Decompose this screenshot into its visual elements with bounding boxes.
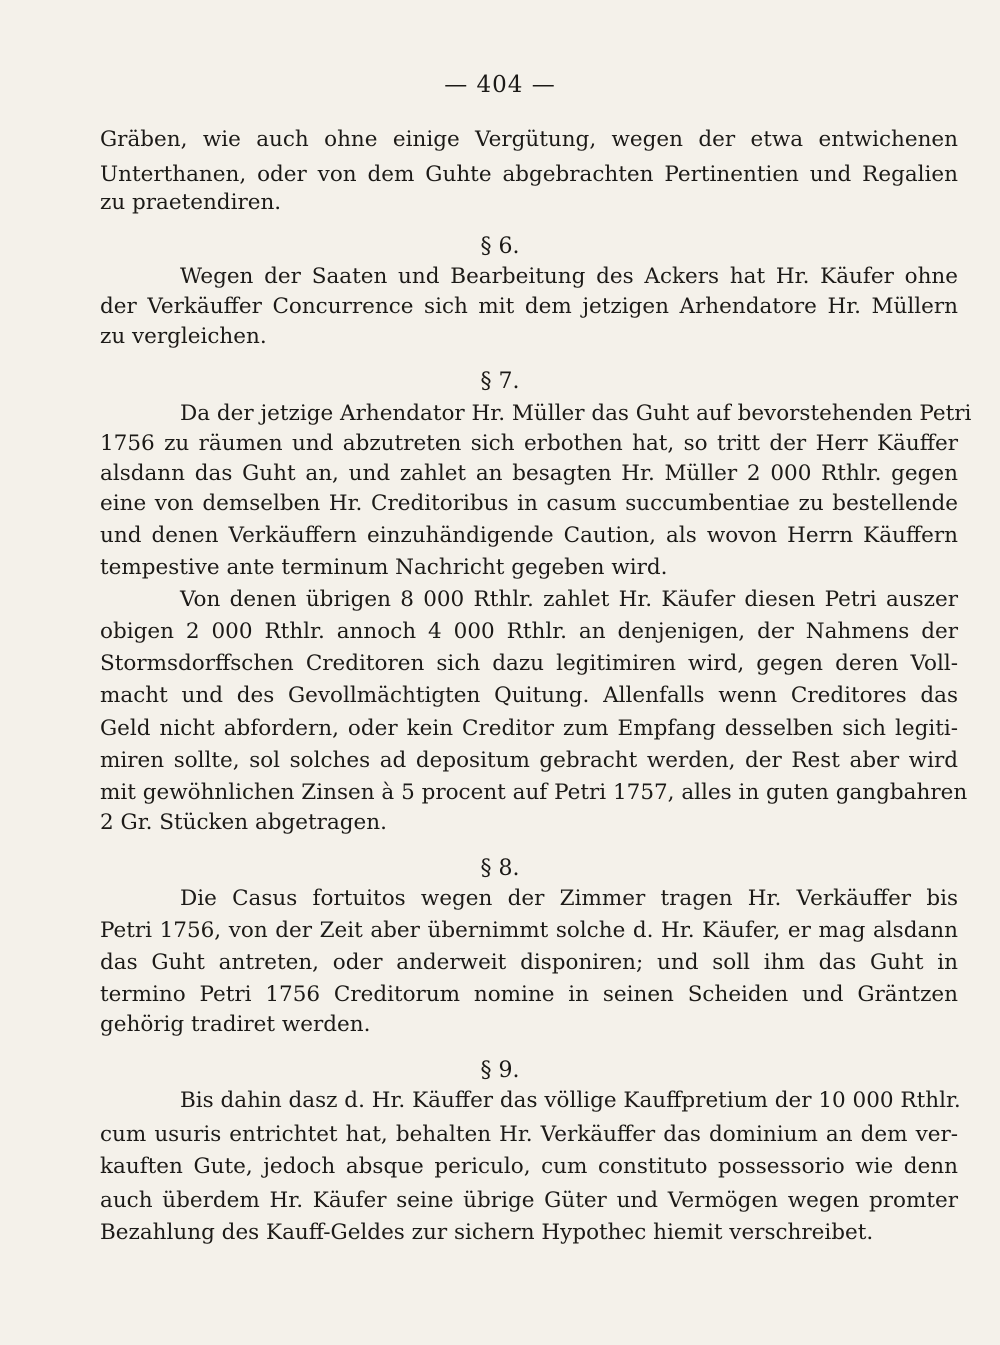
text-line: Die Casus fortuitos wegen der Zimmer tragen Hr. Verkäuffer bis bbox=[180, 886, 958, 911]
section-heading: § 6. bbox=[480, 234, 520, 259]
text-line: Bis dahin dasz d. Hr. Käuffer das völlige Kauffpretium der 10 000 Rthlr. bbox=[180, 1088, 961, 1113]
text-line: Da der jetzige Arhendator Hr. Müller das Guht auf bevorstehenden Petri bbox=[180, 401, 972, 426]
text-line: Geld nicht abfordern, oder kein Creditor zum Empfang desselben sich legiti- bbox=[100, 716, 958, 741]
page-number: — 404 — bbox=[444, 72, 556, 98]
text-line: 1756 zu räumen und abzutreten sich erbothen hat, so tritt der Herr Käuffer bbox=[100, 431, 958, 456]
text-line: miren sollte, sol solches ad depositum gebracht werden, der Rest aber wird bbox=[100, 748, 958, 773]
text-line: macht und des Gevollmächtigten Quitung. Allenfalls wenn Creditores das bbox=[100, 683, 958, 708]
text-line: zu praetendiren. bbox=[100, 190, 282, 215]
text-line: das Guht antreten, oder anderweit disponiren; und soll ihm das Guht in bbox=[100, 950, 958, 975]
text-line: eine von demselben Hr. Creditoribus in casum succumbentiae zu bestellende bbox=[100, 491, 958, 516]
text-line: zu vergleichen. bbox=[100, 324, 267, 349]
text-line: Bezahlung des Kauff-Geldes zur sichern Hypothec hiemit verschreibet. bbox=[100, 1220, 874, 1245]
text-line: Stormsdorffschen Creditoren sich dazu legitimiren wird, gegen deren Voll- bbox=[100, 651, 958, 676]
text-line: termino Petri 1756 Creditorum nomine in seinen Scheiden und Gräntzen bbox=[100, 982, 958, 1007]
text-line: Petri 1756, von der Zeit aber übernimmt solche d. Hr. Käufer, er mag alsdann bbox=[100, 918, 958, 943]
text-line: auch überdem Hr. Käufer seine übrige Güter und Vermögen wegen promter bbox=[100, 1188, 958, 1213]
text-line: Unterthanen, oder von dem Guhte abgebrachten Pertinentien und Regalien bbox=[100, 162, 958, 187]
text-line: Von denen übrigen 8 000 Rthlr. zahlet Hr. Käufer diesen Petri auszer bbox=[180, 587, 958, 612]
text-line: cum usuris entrichtet hat, behalten Hr. Verkäuffer das dominium an dem ver- bbox=[100, 1122, 958, 1147]
text-line: alsdann das Guht an, und zahlet an besagten Hr. Müller 2 000 Rthlr. gegen bbox=[100, 461, 958, 486]
text-line: und denen Verkäuffern einzuhändigende Caution, als wovon Herrn Käuffern bbox=[100, 523, 958, 548]
section-heading: § 7. bbox=[480, 369, 520, 394]
text-line: tempestive ante terminum Nachricht gegeben wird. bbox=[100, 555, 668, 580]
text-line: gehörig tradiret werden. bbox=[100, 1012, 371, 1037]
section-heading: § 8. bbox=[480, 856, 520, 881]
text-line: kauften Gute, jedoch absque periculo, cum constituto possessorio wie denn bbox=[100, 1154, 958, 1179]
text-line: der Verkäuffer Concurrence sich mit dem jetzigen Arhendatore Hr. Müllern bbox=[100, 294, 958, 319]
section-heading: § 9. bbox=[480, 1058, 520, 1083]
text-line: Wegen der Saaten und Bearbeitung des Ackers hat Hr. Käufer ohne bbox=[180, 264, 958, 289]
text-line: 2 Gr. Stücken abgetragen. bbox=[100, 810, 387, 835]
text-line: Gräben, wie auch ohne einige Vergütung, wegen der etwa entwichenen bbox=[100, 127, 958, 152]
text-line: obigen 2 000 Rthlr. annoch 4 000 Rthlr. an denjenigen, der Nahmens der bbox=[100, 619, 958, 644]
text-line: mit gewöhnlichen Zinsen à 5 procent auf Petri 1757, alles in guten gangbahren bbox=[100, 780, 968, 805]
